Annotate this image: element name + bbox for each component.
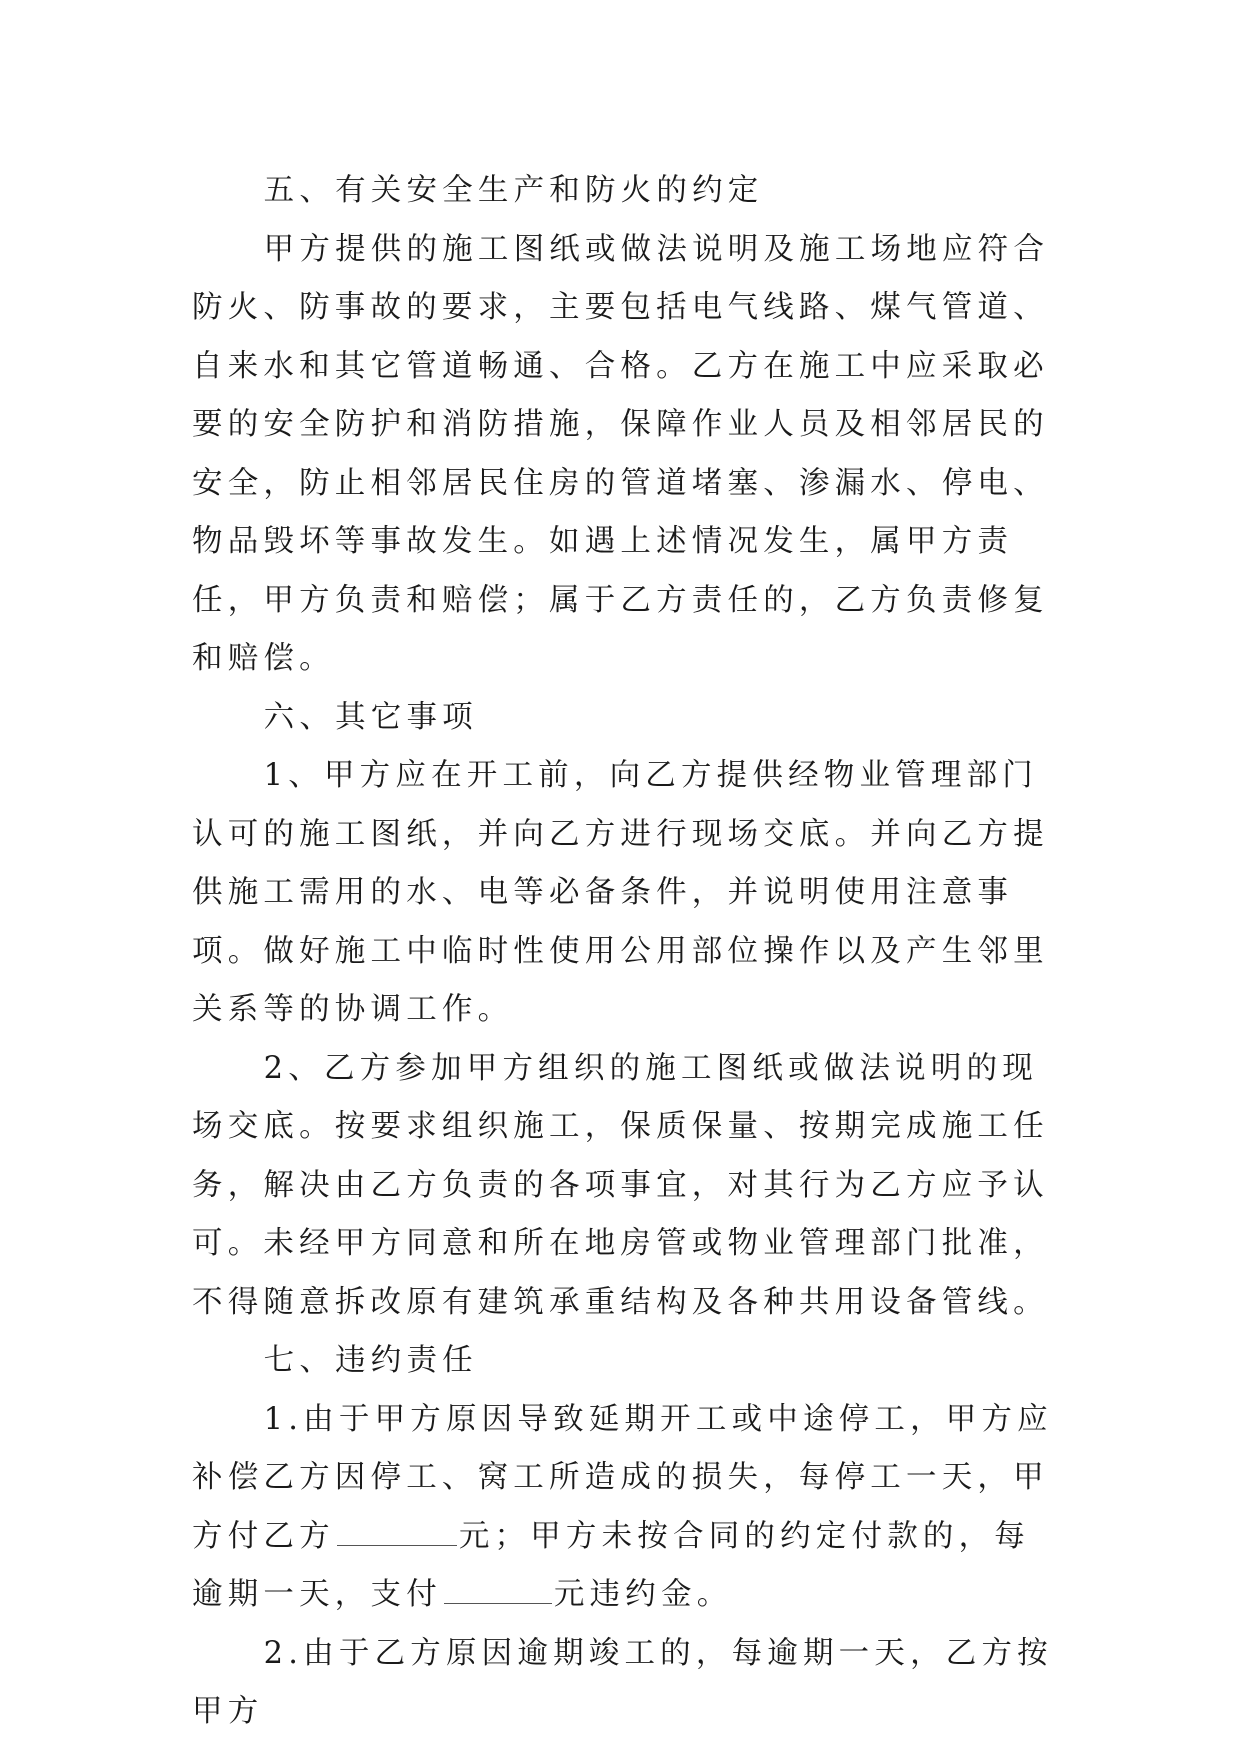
paragraph-safety: 甲方提供的施工图纸或做法说明及施工场地应符合防火、防事故的要求，主要包括电气线路、煤气管道、自来水和其它管道畅通、合格。乙方在施工中应采取必要的安全防护和消防措施，保障作业人员及相邻居民的安全，防止相邻居民住房的管道堵塞、渗漏水、停电、物品毁坏等事故发生。如遇上述情况发生，属甲方责任，甲方负责和赔偿；属于乙方责任的，乙方负责修复和赔偿。 bbox=[192, 231, 1050, 676]
liability-1-text-b: 元；甲方未按合同的约定付款的，每逾期一天，支付 bbox=[192, 1518, 1031, 1612]
document-body bbox=[192, 162, 1058, 1742]
blank-fill-line bbox=[337, 1512, 457, 1545]
liability-1-text-c: 元违约金。 bbox=[553, 1577, 733, 1612]
section-heading-liability: 七、违约责任 bbox=[263, 1343, 478, 1378]
paragraph-liability-1 bbox=[192, 1391, 1058, 1625]
paragraph-other-2: 2、乙方参加甲方组织的施工图纸或做法说明的现场交底。按要求组织施工，保质保量、按期完成施工任务，解决由乙方负责的各项事宜，对其行为乙方应予认可。未经甲方同意和所在地房管或物业管理部门批准，不得随意拆改原有建筑承重结构及各种共用设备管线。 bbox=[192, 1050, 1049, 1320]
liability-1-text-a: 1.由于甲方原因导致延期开工或中途停工，甲方应补偿乙方因停工、窝工所造成的损失，每停工一天，甲方付乙方 bbox=[192, 1401, 1053, 1554]
section-heading-other-matters: 六、其它事项 bbox=[263, 699, 478, 735]
paragraph-liability-2: 2.由于乙方原因逾期竣工的，每逾期一天，乙方按甲方 bbox=[192, 1635, 1053, 1729]
paragraph-other-1: 1、甲方应在开工前，向乙方提供经物业管理部门认可的施工图纸，并向乙方进行现场交底。并向乙方提供施工需用的水、电等必备条件，并说明使用注意事项。做好施工中临时性使用公用部位操作以及产生邻里关系等的协调工作。 bbox=[192, 758, 1049, 1027]
section-heading-safety: 五、有关安全生产和防火的约定 bbox=[263, 173, 764, 208]
blank-fill-line bbox=[444, 1571, 552, 1604]
